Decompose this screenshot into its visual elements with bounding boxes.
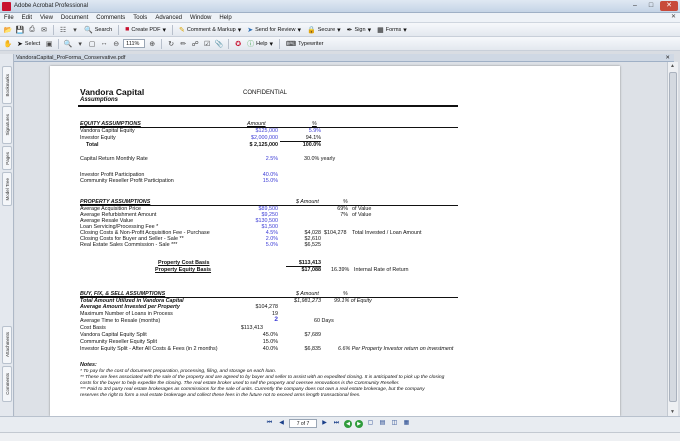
equity-header: EQUITY ASSUMPTIONS — [80, 121, 141, 127]
tab-label: Model Tree — [4, 177, 10, 201]
property-pct-header: % — [343, 199, 348, 205]
help-button[interactable] — [245, 39, 275, 49]
buy-label: Investor Equity Split - After All Costs & Fees (in 2 months) — [80, 346, 218, 352]
comment-icon: ✎ — [178, 26, 185, 34]
text-edit-icon[interactable]: ✏ — [180, 40, 187, 48]
send-review-icon: ➤ — [247, 26, 254, 34]
main-toolbar — [0, 23, 680, 37]
tab-attachments[interactable] — [2, 326, 12, 364]
cost-basis-label: Property Cost Basis — [158, 260, 210, 266]
buy-value: 15.0% — [262, 339, 278, 345]
property-value: $130,500 — [255, 218, 278, 224]
scroll-down-icon[interactable]: ▼ — [670, 409, 675, 415]
equity-total-pct: 100.0% — [302, 142, 321, 148]
property-amount-header: $ Amount — [296, 199, 319, 205]
adobe-icon[interactable]: ✪ — [235, 40, 242, 48]
tab-signatures[interactable] — [2, 106, 12, 144]
chevron-down-icon: ▾ — [337, 26, 341, 34]
create-pdf-label: Create PDF — [131, 26, 161, 33]
menu-help[interactable]: Help — [219, 14, 232, 21]
chevron-down-icon: ▾ — [297, 26, 301, 34]
buy-roi-note: 6.6% Per Property Investor return on investment — [338, 346, 454, 352]
property-label: Average Refurbishment Amount — [80, 212, 157, 218]
sign-label: Sign — [354, 26, 366, 33]
equity-total-label: Total — [86, 142, 99, 148]
forms-label: Forms — [385, 26, 402, 33]
investor-profit-value: 40.0% — [262, 172, 278, 178]
horizontal-scrollbar[interactable] — [0, 432, 680, 441]
chevron-down-icon: ▾ — [237, 26, 242, 34]
property-label: Closing Costs & Non-Profit Acquisition Fee - Purchase — [80, 230, 210, 236]
menu-edit[interactable]: Edit — [21, 14, 33, 21]
property-label: Loan Servicing/Processing Fee * — [80, 224, 159, 230]
menu-tools[interactable]: Tools — [133, 14, 148, 21]
buy-amount: $1,981,273 — [294, 298, 321, 304]
menu-advanced[interactable]: Advanced — [155, 14, 182, 21]
tab-comments[interactable] — [2, 366, 12, 402]
rotate-icon[interactable]: ↻ — [168, 40, 175, 48]
continuous-page-icon[interactable]: ▤ — [379, 420, 386, 426]
buy-pct-header: % — [343, 291, 348, 297]
buy-header: BUY, FIX, & SELL ASSUMPTIONS — [80, 291, 166, 297]
search-icon: 🔍 — [84, 26, 93, 34]
buy-amount: $7,689 — [304, 332, 321, 338]
comment-markup-label: Comment & Markup — [186, 26, 236, 33]
search-button[interactable] — [82, 26, 114, 34]
buy-value: $104,278 — [255, 304, 278, 310]
buy-label: Cost Basis — [80, 325, 106, 331]
next-page-icon[interactable]: ▶ — [322, 420, 327, 426]
tab-label: Signatures — [4, 114, 10, 136]
create-pdf-button[interactable] — [123, 26, 168, 34]
cost-basis-value: $113,413 — [298, 260, 321, 266]
toolbar-separator — [118, 25, 119, 35]
equity-pct: 94.1% — [305, 135, 321, 141]
note-line: reserves the right to form a real estate brokerage and collect these fees in the future not to exceed arms length transactional fees. — [80, 393, 361, 398]
forms-button[interactable] — [375, 26, 409, 34]
property-note: of Value — [352, 206, 372, 212]
tab-pages[interactable] — [2, 146, 12, 170]
community-profit-label: Community Reseller Profit Participation — [80, 178, 174, 184]
buy-value: 45.0% — [262, 332, 278, 338]
tab-label: Pages — [4, 151, 10, 165]
buy-label: Total Amount Utilized in Vandora Capital — [80, 298, 184, 304]
irr-value: 16.39% — [331, 267, 350, 273]
chevron-down-icon: ▾ — [162, 26, 166, 34]
equity-basis-label: Property Equity Basis — [155, 267, 212, 273]
property-label: Average Acquisition Price — [80, 206, 142, 212]
sign-button[interactable] — [345, 26, 373, 34]
buy-value: 40.0% — [262, 346, 278, 352]
zoom-in-icon[interactable]: ⊕ — [149, 40, 156, 48]
toolbar-separator — [172, 25, 173, 35]
investor-profit-label: Investor Profit Participation — [80, 172, 145, 178]
typewriter-button[interactable] — [284, 40, 325, 48]
tab-label: Attachments — [4, 332, 10, 358]
fit-page-icon[interactable]: ▢ — [88, 40, 96, 48]
buy-value: 2 — [274, 316, 278, 323]
irr-label: Internal Rate of Return — [354, 267, 409, 273]
search-label: Search — [94, 26, 113, 33]
navigation-panel — [0, 54, 14, 426]
comment-markup-button[interactable] — [177, 26, 243, 34]
buy-note: 99.1% of Equity — [334, 298, 372, 304]
typewriter-icon: ⌨ — [286, 40, 297, 48]
header-rule — [78, 105, 458, 107]
help-label: Help — [256, 40, 268, 47]
return-rate-yearly: 30.0% yearly — [304, 156, 336, 162]
send-review-label: Send for Review — [255, 26, 296, 33]
page-number-input[interactable]: 7 of 7 — [289, 419, 317, 428]
property-value: $1,500 — [261, 224, 278, 230]
send-review-button[interactable] — [245, 26, 303, 34]
scroll-up-icon[interactable]: ▲ — [670, 63, 675, 69]
buy-label: Average Time to Resale (months) — [80, 318, 161, 324]
toolbar-separator — [279, 39, 280, 49]
previous-view-icon[interactable]: ◀ — [344, 420, 352, 428]
property-amount: $2,610 — [304, 236, 321, 242]
equity-amount: $125,000 — [255, 128, 278, 134]
toolbar-separator — [161, 39, 162, 49]
page-subtitle: Assumptions — [80, 97, 119, 103]
property-note: Total Invested / Loan Amount — [352, 230, 422, 236]
menu-file[interactable]: File — [4, 14, 14, 21]
cursor-icon: ➤ — [17, 40, 23, 48]
toolbar-separator — [228, 39, 229, 49]
buy-label: Vandora Capital Equity Split — [80, 332, 147, 338]
menu-document[interactable]: Document — [60, 14, 89, 21]
secure-label: Secure — [317, 26, 336, 33]
last-page-icon[interactable]: ⏭ — [333, 420, 340, 426]
property-amount: $6,525 — [304, 242, 321, 248]
snapshot-icon[interactable]: ▣ — [45, 40, 53, 48]
first-page-icon[interactable]: ⏮ — [266, 420, 273, 426]
hand-icon[interactable]: ✋ — [3, 40, 13, 48]
equity-amount-header: Amount — [247, 121, 266, 127]
property-value: 4.5% — [265, 230, 278, 236]
fit-width-icon[interactable]: ↔ — [100, 40, 108, 47]
buy-value: $113,413 — [240, 325, 263, 331]
chevron-down-icon[interactable]: ▾ — [78, 40, 82, 48]
buy-days: 60 Days — [314, 318, 334, 324]
previous-page-icon[interactable]: ◀ — [279, 420, 284, 426]
typewriter-label: Typewriter — [298, 40, 324, 47]
buy-label: Average Amount Invested per Property — [80, 304, 180, 310]
forms-icon: ▦ — [377, 26, 384, 34]
window-title: Adobe Acrobat Professional — [14, 3, 89, 9]
zoom-level-input[interactable]: 111% — [123, 39, 145, 48]
buy-amount: $6,835 — [304, 346, 321, 352]
property-pct: 7% — [340, 212, 348, 218]
select-label: Select — [24, 40, 41, 47]
secure-button[interactable] — [305, 26, 343, 34]
tab-label: Comments — [4, 373, 10, 395]
return-rate-monthly: 2.5% — [265, 156, 278, 162]
tools-toolbar — [0, 37, 680, 51]
create-pdf-icon: ■ — [125, 26, 130, 33]
property-value: 2.0% — [265, 236, 278, 242]
tab-model-tree[interactable] — [2, 172, 12, 206]
link-icon[interactable]: ☍ — [191, 40, 199, 48]
equity-total-amount: $ 2,125,000 — [249, 142, 278, 148]
property-pct: 69% — [337, 206, 348, 212]
note-line: ** These are fees associated with the sale of the property and are agreed to by buyer and seller to assist with an expedited closing. It is anticipated to pick up the closing — [80, 375, 445, 380]
window-controls — [628, 1, 678, 11]
notes-title: Notes: — [80, 362, 97, 368]
continuous-facing-icon[interactable]: ▦ — [403, 420, 410, 426]
property-label: Closing Costs for Buyer and Seller - Sale ** — [80, 236, 184, 242]
close-button[interactable]: ✕ — [660, 1, 678, 11]
single-page-icon[interactable]: ▢ — [367, 420, 374, 426]
equity-amount: $2,000,000 — [251, 135, 278, 141]
equity-pct: 5.9% — [308, 128, 321, 134]
facing-pages-icon[interactable]: ◫ — [391, 420, 398, 426]
equity-basis-value: $17,088 — [301, 267, 321, 273]
property-value: 5.0% — [265, 242, 278, 248]
note-line: * To pay for the cost of document preparation, processing, filing, and storage on each loan. — [80, 369, 277, 374]
scroll-thumb[interactable] — [669, 72, 677, 402]
pen-icon: ✒ — [346, 26, 353, 34]
buy-amount-header: $ Amount — [296, 291, 319, 297]
property-value: $89,500 — [258, 206, 278, 212]
property-label: Real Estate Sales Commission - Sale *** — [80, 242, 178, 248]
return-rate-label: Capital Return Monthly Rate — [80, 156, 148, 162]
document-tab[interactable] — [14, 54, 674, 62]
next-view-icon[interactable]: ▶ — [355, 420, 363, 428]
select-button[interactable] — [15, 40, 42, 48]
minimize-button[interactable]: – — [633, 2, 637, 9]
save-icon[interactable]: 💾 — [15, 26, 25, 34]
property-invested: $104,278 — [324, 230, 347, 236]
chevron-down-icon: ▾ — [269, 40, 273, 48]
note-line: costs for the buyer to help expedite the closing. The real estate broker used to sell the property and oversee renovations is the Community Reseller. — [80, 381, 400, 386]
menu-comments[interactable]: Comments — [96, 14, 126, 21]
maximize-button[interactable]: □ — [648, 2, 654, 9]
menu-bar — [0, 13, 680, 23]
chevron-down-icon[interactable]: ▾ — [73, 26, 77, 34]
vertical-scrollbar[interactable] — [667, 62, 678, 416]
open-icon[interactable]: 📂 — [3, 26, 13, 34]
document-close-icon[interactable]: ✕ — [670, 14, 676, 20]
zoom-out-icon[interactable]: ⊖ — [113, 40, 120, 48]
equity-label: Vandora Capital Equity — [80, 128, 135, 134]
property-header: PROPERTY ASSUMPTIONS — [80, 199, 151, 205]
organizer-icon[interactable]: ☷ — [59, 26, 67, 34]
menu-view[interactable]: View — [40, 14, 53, 21]
document-filename: VandoraCapital_ProForma_Conservative.pdf — [16, 55, 126, 61]
print-icon[interactable]: ⎙ — [29, 25, 35, 33]
property-note: of Value — [352, 212, 372, 218]
attach-icon[interactable]: 📎 — [214, 40, 224, 48]
chevron-down-icon: ▾ — [403, 26, 407, 34]
title-bar — [0, 0, 680, 13]
note-icon[interactable]: ☑ — [204, 40, 211, 48]
lock-icon: 🔒 — [307, 26, 316, 34]
tab-label: Bookmarks — [4, 73, 10, 97]
property-value: $9,250 — [261, 212, 278, 218]
buy-label: Maximum Number of Loans in Process — [80, 311, 173, 317]
buy-label: Community Reseller Equity Split — [80, 339, 157, 345]
close-icon[interactable]: ✕ — [665, 55, 670, 61]
help-icon: ⓘ — [247, 40, 255, 48]
email-icon[interactable]: ✉ — [41, 26, 47, 34]
menu-window[interactable]: Window — [190, 14, 212, 21]
pdf-page — [50, 66, 620, 416]
property-label: Average Resale Value — [80, 218, 134, 224]
acrobat-icon — [2, 2, 11, 11]
confidential-label: CONFIDENTIAL — [243, 90, 288, 96]
note-line: *** Paid to 3rd party real estate brokerages as commissions for the sale of units. Currently the company does not own a real estate brokerage, but the company — [80, 387, 425, 392]
equity-pct-header: % — [312, 121, 317, 127]
buy-value: 19 — [272, 311, 278, 317]
company-title: Vandora Capital — [80, 87, 145, 97]
chevron-down-icon: ▾ — [367, 26, 372, 34]
property-amount: $4,028 — [304, 230, 321, 236]
zoom-icon[interactable]: 🔍 — [63, 40, 73, 48]
tab-bookmarks[interactable] — [2, 66, 12, 104]
equity-label: Investor Equity — [80, 135, 116, 141]
community-profit-value: 15.0% — [262, 178, 278, 184]
toolbar-separator — [53, 25, 54, 35]
toolbar-separator — [58, 39, 59, 49]
page-navigation — [265, 419, 411, 428]
